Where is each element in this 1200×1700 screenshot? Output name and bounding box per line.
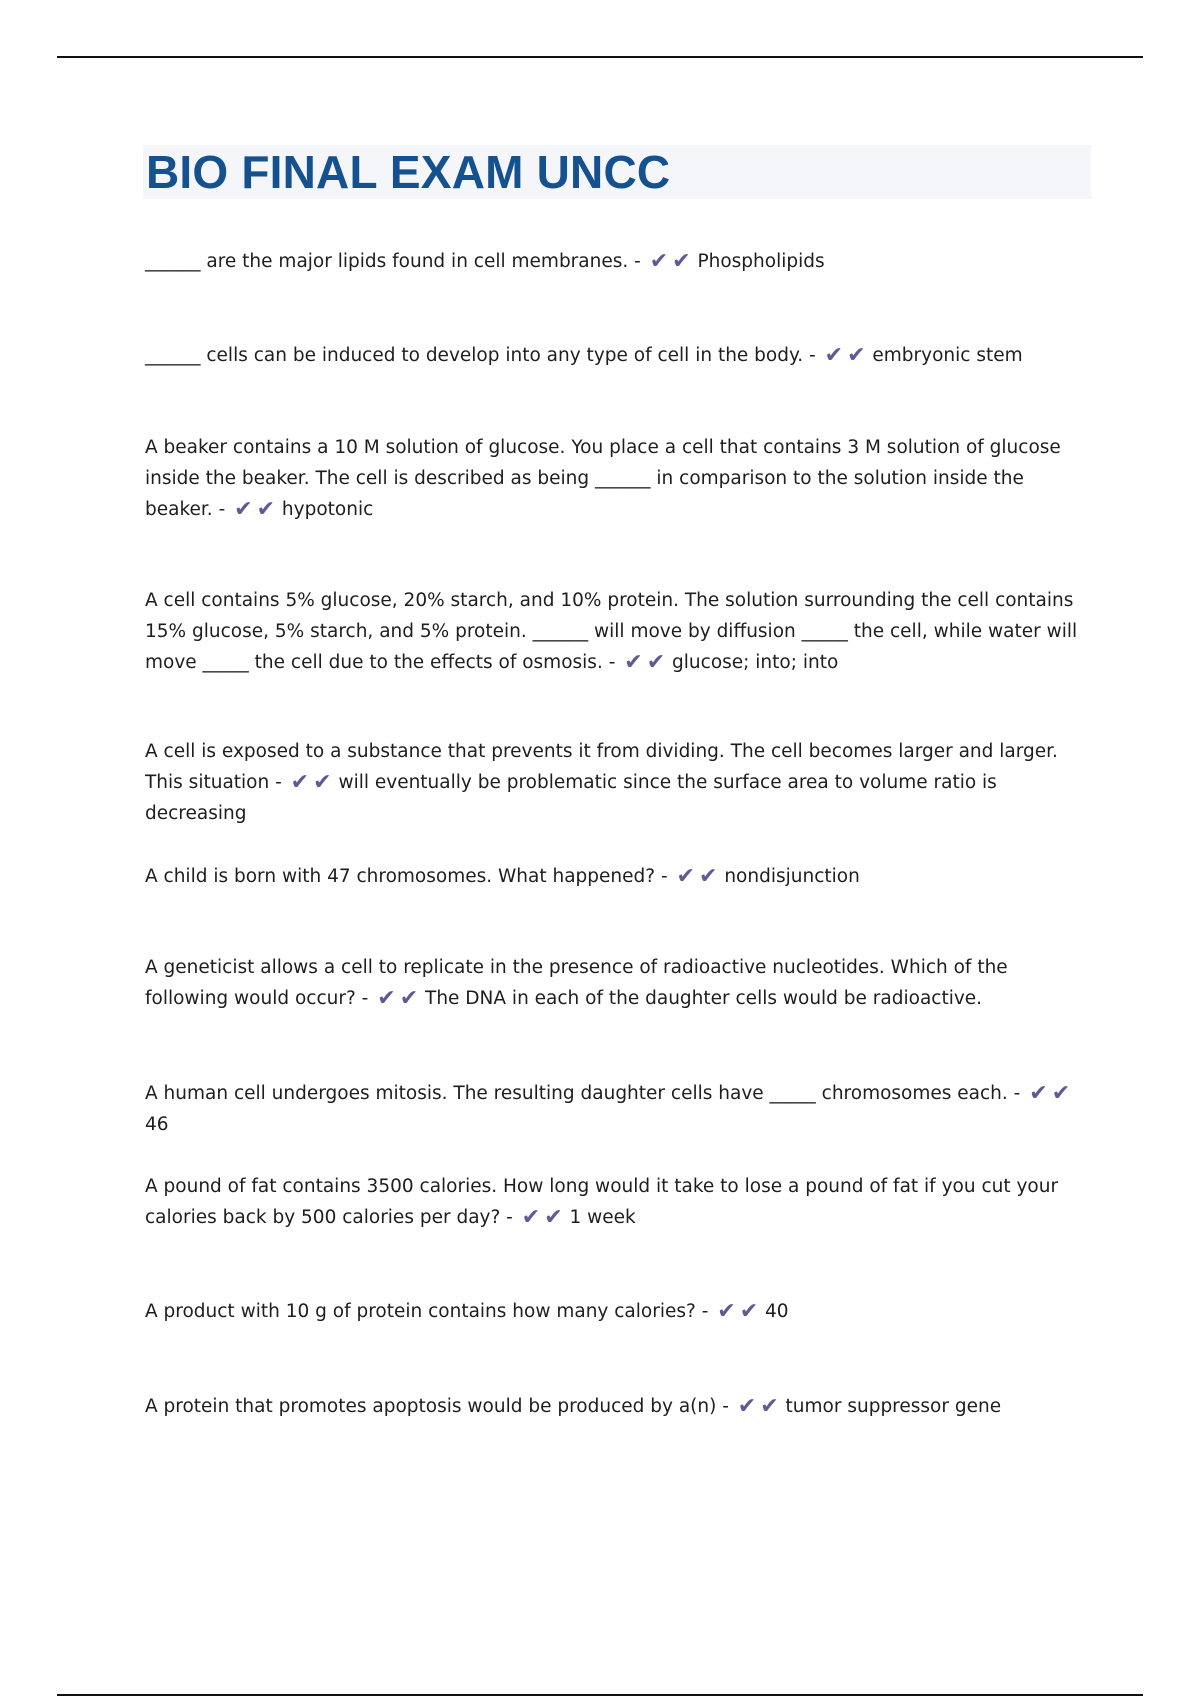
question-text: A pound of fat contains 3500 calories. How long would it take to lose a pound of fat if you cut your calories back by 500 calories per day? - bbox=[145, 1176, 1059, 1228]
check-icon: ✔ bbox=[672, 249, 691, 274]
answer-text: tumor suppressor gene bbox=[785, 1396, 1002, 1417]
bottom-rule bbox=[57, 1694, 1143, 1696]
answer-text: nondisjunction bbox=[724, 866, 860, 887]
qa-item bbox=[145, 585, 1090, 678]
answer-text: embryonic stem bbox=[872, 345, 1023, 366]
check-icon: ✔ bbox=[1029, 1081, 1048, 1106]
check-icon: ✔ bbox=[544, 1205, 563, 1230]
check-icon: ✔ bbox=[737, 1394, 757, 1419]
answer-text: will eventually be problematic since the surface area to volume ratio is decreasing bbox=[145, 772, 997, 824]
question-text: A geneticist allows a cell to replicate in the presence of radioactive nucleotides. Which of the following would occur? - bbox=[145, 957, 1008, 1009]
top-rule bbox=[57, 56, 1143, 58]
qa-item bbox=[145, 861, 1090, 892]
question-text: A human cell undergoes mitosis. The resulting daughter cells have _____ chromosomes each. - bbox=[145, 1083, 1021, 1104]
check-icon: ✔ bbox=[760, 1394, 779, 1419]
answer-text: 46 bbox=[145, 1114, 169, 1135]
answer-text: Phospholipids bbox=[697, 251, 825, 272]
question-text: A protein that promotes apoptosis would be produced by a(n) - bbox=[145, 1396, 729, 1417]
check-icon: ✔ bbox=[624, 650, 643, 675]
check-icon: ✔ bbox=[290, 770, 310, 795]
document-title: BIO FINAL EXAM UNCC bbox=[146, 146, 671, 198]
check-icon: ✔ bbox=[646, 650, 666, 675]
check-icon: ✔ bbox=[521, 1205, 541, 1230]
question-text: A beaker contains a 10 M solution of glucose. You place a cell that contains 3 M solution of glucose inside the beaker. The cell is described as being ______ in comparison to the solution inside the beaker. - bbox=[145, 437, 1061, 520]
question-text: A cell contains 5% glucose, 20% starch, and 10% protein. The solution surrounding the cell contains 15% glucose, 5% starch, and 5% protein. ______ will move by diffusion _____ the cell, while water will move _____ the cell due to the effects of osmosis. - bbox=[145, 590, 1078, 673]
check-icon: ✔ bbox=[399, 986, 419, 1011]
qa-item bbox=[145, 432, 1090, 525]
check-icon: ✔ bbox=[824, 343, 844, 368]
qa-item bbox=[145, 246, 1090, 277]
qa-item bbox=[145, 1296, 1090, 1327]
question-text: ______ cells can be induced to develop into any type of cell in the body. - bbox=[145, 345, 816, 366]
check-icon: ✔ bbox=[256, 497, 276, 522]
answer-text: glucose; into; into bbox=[672, 652, 839, 673]
qa-item bbox=[145, 952, 1090, 1014]
check-icon: ✔ bbox=[649, 249, 669, 274]
check-icon: ✔ bbox=[377, 986, 396, 1011]
qa-item bbox=[145, 736, 1090, 829]
qa-item bbox=[145, 1391, 1090, 1422]
check-icon: ✔ bbox=[847, 343, 866, 368]
answer-text: hypotonic bbox=[281, 499, 374, 520]
qa-item bbox=[145, 340, 1090, 371]
check-icon: ✔ bbox=[1051, 1081, 1071, 1106]
answer-text: The DNA in each of the daughter cells would be radioactive. bbox=[425, 988, 983, 1009]
check-icon: ✔ bbox=[739, 1299, 759, 1324]
question-text: A child is born with 47 chromosomes. What happened? - bbox=[145, 866, 668, 887]
answer-text: 1 week bbox=[569, 1207, 636, 1228]
check-icon: ✔ bbox=[313, 770, 332, 795]
check-icon: ✔ bbox=[698, 864, 718, 889]
qa-item bbox=[145, 1171, 1090, 1233]
qa-item bbox=[145, 1078, 1090, 1140]
question-text: A cell is exposed to a substance that prevents it from dividing. The cell becomes larger and larger. This situation - bbox=[145, 741, 1058, 793]
check-icon: ✔ bbox=[676, 864, 695, 889]
question-text: ______ are the major lipids found in cell membranes. - bbox=[145, 251, 641, 272]
check-icon: ✔ bbox=[717, 1299, 736, 1324]
answer-text: 40 bbox=[765, 1301, 789, 1322]
check-icon: ✔ bbox=[234, 497, 253, 522]
question-text: A product with 10 g of protein contains how many calories? - bbox=[145, 1301, 709, 1322]
